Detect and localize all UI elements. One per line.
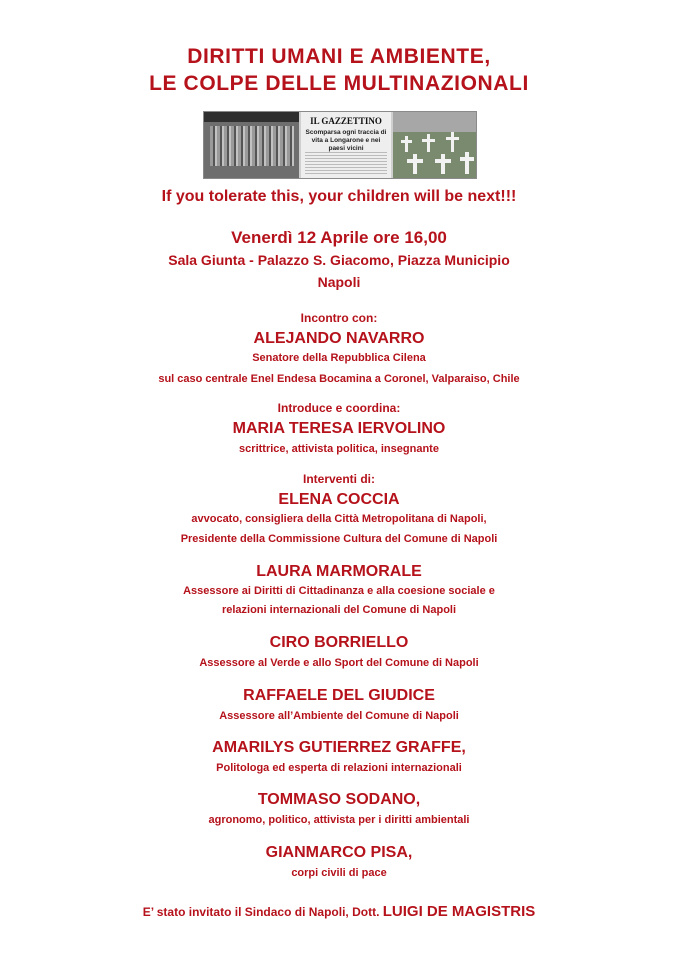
speaker-role: Senatore della Repubblica Cilena: [252, 352, 426, 364]
speaker-role: relazioni internazionali del Comune di Napoli: [221, 604, 457, 616]
speaker-role: Assessore al Verde e allo Sport del Comune di Napoli: [199, 657, 479, 669]
footer-text: E’ stato invitato il Sindaco di Napoli, Dott.: [142, 905, 380, 919]
mayor-name: LUIGI DE MAGISTRIS: [382, 903, 536, 920]
speaker-name: TOMMASO SODANO,: [257, 791, 421, 808]
speaker-name: ELENA COCCIA: [278, 491, 400, 508]
speaker-role: Assessore ai Diritti di Cittadinanza e alla coesione sociale e: [183, 585, 495, 597]
speaker-name: CIRO BORRIELLO: [269, 634, 409, 651]
newspaper-headline: Scomparsa ogni traccia di vita a Longarone e nei paesi vicini: [305, 129, 387, 152]
speaker-name: AMARILYS GUTIERREZ GRAFFE,: [212, 739, 466, 756]
speaker-name: RAFFAELE DEL GIUDICE: [243, 687, 435, 704]
tagline: If you tolerate this, your children will be next!!!: [161, 188, 517, 205]
newspaper-banner-image: [203, 111, 477, 179]
event-city: Napoli: [317, 274, 361, 290]
event-date: Venerdì 12 Aprile ore 16,00: [231, 228, 447, 247]
incontro-label: Incontro con:: [300, 311, 378, 325]
speaker-name: GIANMARCO PISA,: [265, 844, 413, 861]
newspaper-masthead: IL GAZZETTINO: [310, 116, 382, 126]
crowd-photo: [204, 112, 299, 178]
speaker-role: scrittrice, attivista politica, insegnante: [239, 443, 439, 455]
speaker-role: agronomo, politico, attivista per i diritti ambientali: [208, 814, 470, 826]
footer-invitation: [0, 903, 678, 920]
newspaper-clipping: [301, 112, 391, 178]
speaker-role: Politologa ed esperta di relazioni internazionali: [216, 762, 462, 774]
introduce-label: Introduce e coordina:: [277, 401, 401, 415]
interventi-label: Interventi di:: [302, 472, 375, 486]
speaker-role: Assessore all’Ambiente del Comune di Napoli: [219, 710, 459, 722]
speaker-name: LAURA MARMORALE: [256, 563, 422, 580]
poster-title-line-1: DIRITTI UMANI E AMBIENTE,: [187, 45, 491, 68]
speaker-role: corpi civili di pace: [291, 867, 387, 879]
speaker-role: avvocato, consigliera della Città Metropolitana di Napoli,: [191, 513, 487, 525]
speaker-name: ALEJANDO NAVARRO: [253, 330, 425, 347]
poster-title-line-2: LE COLPE DELLE MULTINAZIONALI: [149, 72, 529, 95]
speaker-name: MARIA TERESA IERVOLINO: [232, 420, 446, 437]
speaker-role: sul caso centrale Enel Endesa Bocamina a Coronel, Valparaiso, Chile: [158, 373, 520, 385]
speaker-role: Presidente della Commissione Cultura del Comune di Napoli: [180, 533, 498, 545]
cemetery-crosses-photo: [393, 112, 476, 178]
event-venue: Sala Giunta - Palazzo S. Giacomo, Piazza Municipio: [168, 252, 510, 268]
